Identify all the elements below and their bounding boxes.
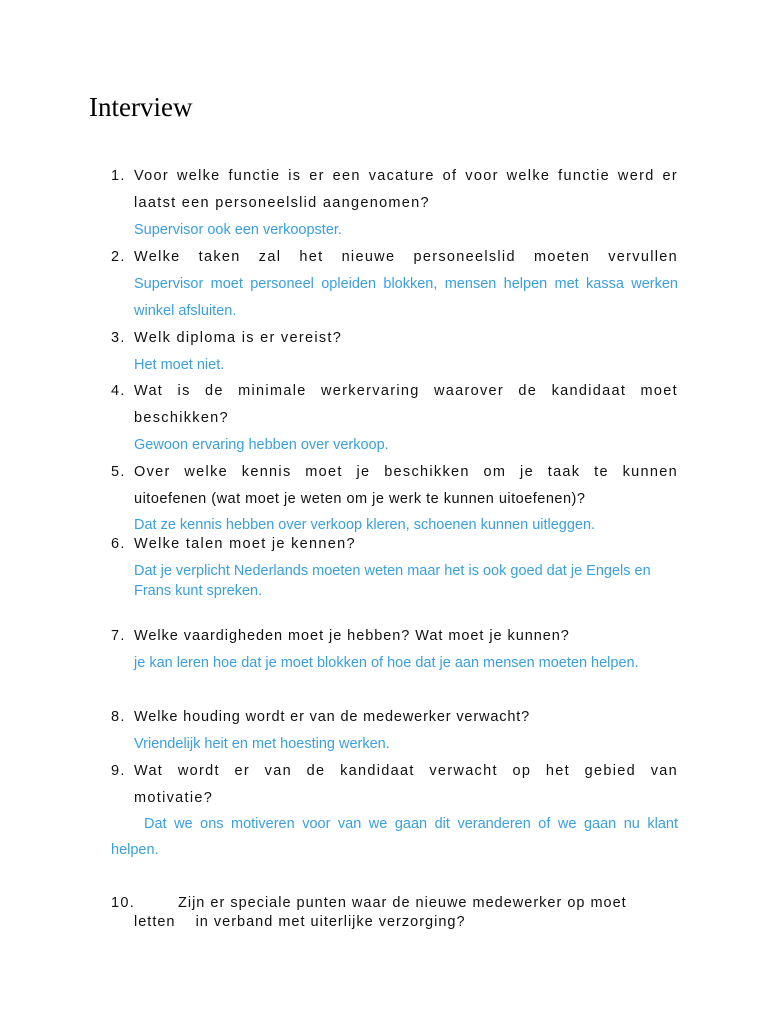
item-4-question-line-1: Wat is de minimale werkervaring waarover de kandidaat moet bbox=[134, 383, 678, 399]
item-2-answer-line-2: winkel afsluiten. bbox=[134, 303, 237, 319]
item-10-question-line-2: letten in verband met uiterlijke verzorging? bbox=[134, 914, 466, 930]
item-3-answer-line-1: Het moet niet. bbox=[134, 357, 225, 373]
item-8-number: 8. bbox=[111, 709, 126, 725]
item-3-question-line-1: Welk diploma is er vereist? bbox=[134, 330, 343, 346]
item-10-number: 10. bbox=[111, 895, 136, 911]
item-5-question-line-2: uitoefenen (wat moet je weten om je werk te kunnen uitoefenen)? bbox=[134, 491, 586, 507]
item-9-answer-line-1: Dat we ons motiveren voor van we gaan dit veranderen of we gaan nu klant bbox=[144, 816, 678, 832]
item-2-answer-line-1: Supervisor moet personeel opleiden blokken, mensen helpen met kassa werken bbox=[134, 276, 678, 292]
item-1-answer-line-1: Supervisor ook een verkoopster. bbox=[134, 222, 342, 238]
item-6-answer-line-1: Dat je verplicht Nederlands moeten weten maar het is ook goed dat je Engels en bbox=[134, 563, 651, 579]
item-9-question-line-1: Wat wordt er van de kandidaat verwacht op het gebied van bbox=[134, 763, 678, 779]
item-1-question-line-1: Voor welke functie is er een vacature of voor welke functie werd er bbox=[134, 168, 678, 184]
item-6-question-line-1: Welke talen moet je kennen? bbox=[134, 536, 356, 552]
item-9-number: 9. bbox=[111, 763, 126, 779]
item-5-number: 5. bbox=[111, 464, 126, 480]
item-1-question-line-2: laatst een personeelslid aangenomen? bbox=[134, 195, 430, 211]
item-5-answer-line-1: Dat ze kennis hebben over verkoop kleren, schoenen kunnen uitleggen. bbox=[134, 517, 596, 533]
item-5-question-line-1: Over welke kennis moet je beschikken om je taak te kunnen bbox=[134, 464, 678, 480]
item-7-answer-line-1: je kan leren hoe dat je moet blokken of hoe dat je aan mensen moeten helpen. bbox=[134, 655, 639, 671]
item-9-answer-line-2: helpen. bbox=[111, 842, 159, 858]
item-6-number: 6. bbox=[111, 536, 126, 552]
item-9-question-line-2: motivatie? bbox=[134, 790, 214, 806]
item-4-number: 4. bbox=[111, 383, 126, 399]
item-7-question-line-1: Welke vaardigheden moet je hebben? Wat moet je kunnen? bbox=[134, 628, 570, 644]
item-8-answer-line-1: Vriendelijk heit en met hoesting werken. bbox=[134, 736, 390, 752]
item-7-number: 7. bbox=[111, 628, 126, 644]
item-2-number: 2. bbox=[111, 249, 126, 265]
item-2-question-line-1: Welke taken zal het nieuwe personeelslid moeten vervullen bbox=[134, 249, 678, 265]
item-4-question-line-2: beschikken? bbox=[134, 410, 229, 426]
item-1-number: 1. bbox=[111, 168, 126, 184]
item-8-question-line-1: Welke houding wordt er van de medewerker verwacht? bbox=[134, 709, 531, 725]
item-10-question-line-1: Zijn er speciale punten waar de nieuwe medewerker op moet bbox=[178, 895, 627, 911]
item-4-answer-line-1: Gewoon ervaring hebben over verkoop. bbox=[134, 437, 389, 453]
item-6-answer-line-2: Frans kunt spreken. bbox=[134, 583, 263, 599]
item-3-number: 3. bbox=[111, 330, 126, 346]
document-title: Interview bbox=[89, 92, 193, 122]
